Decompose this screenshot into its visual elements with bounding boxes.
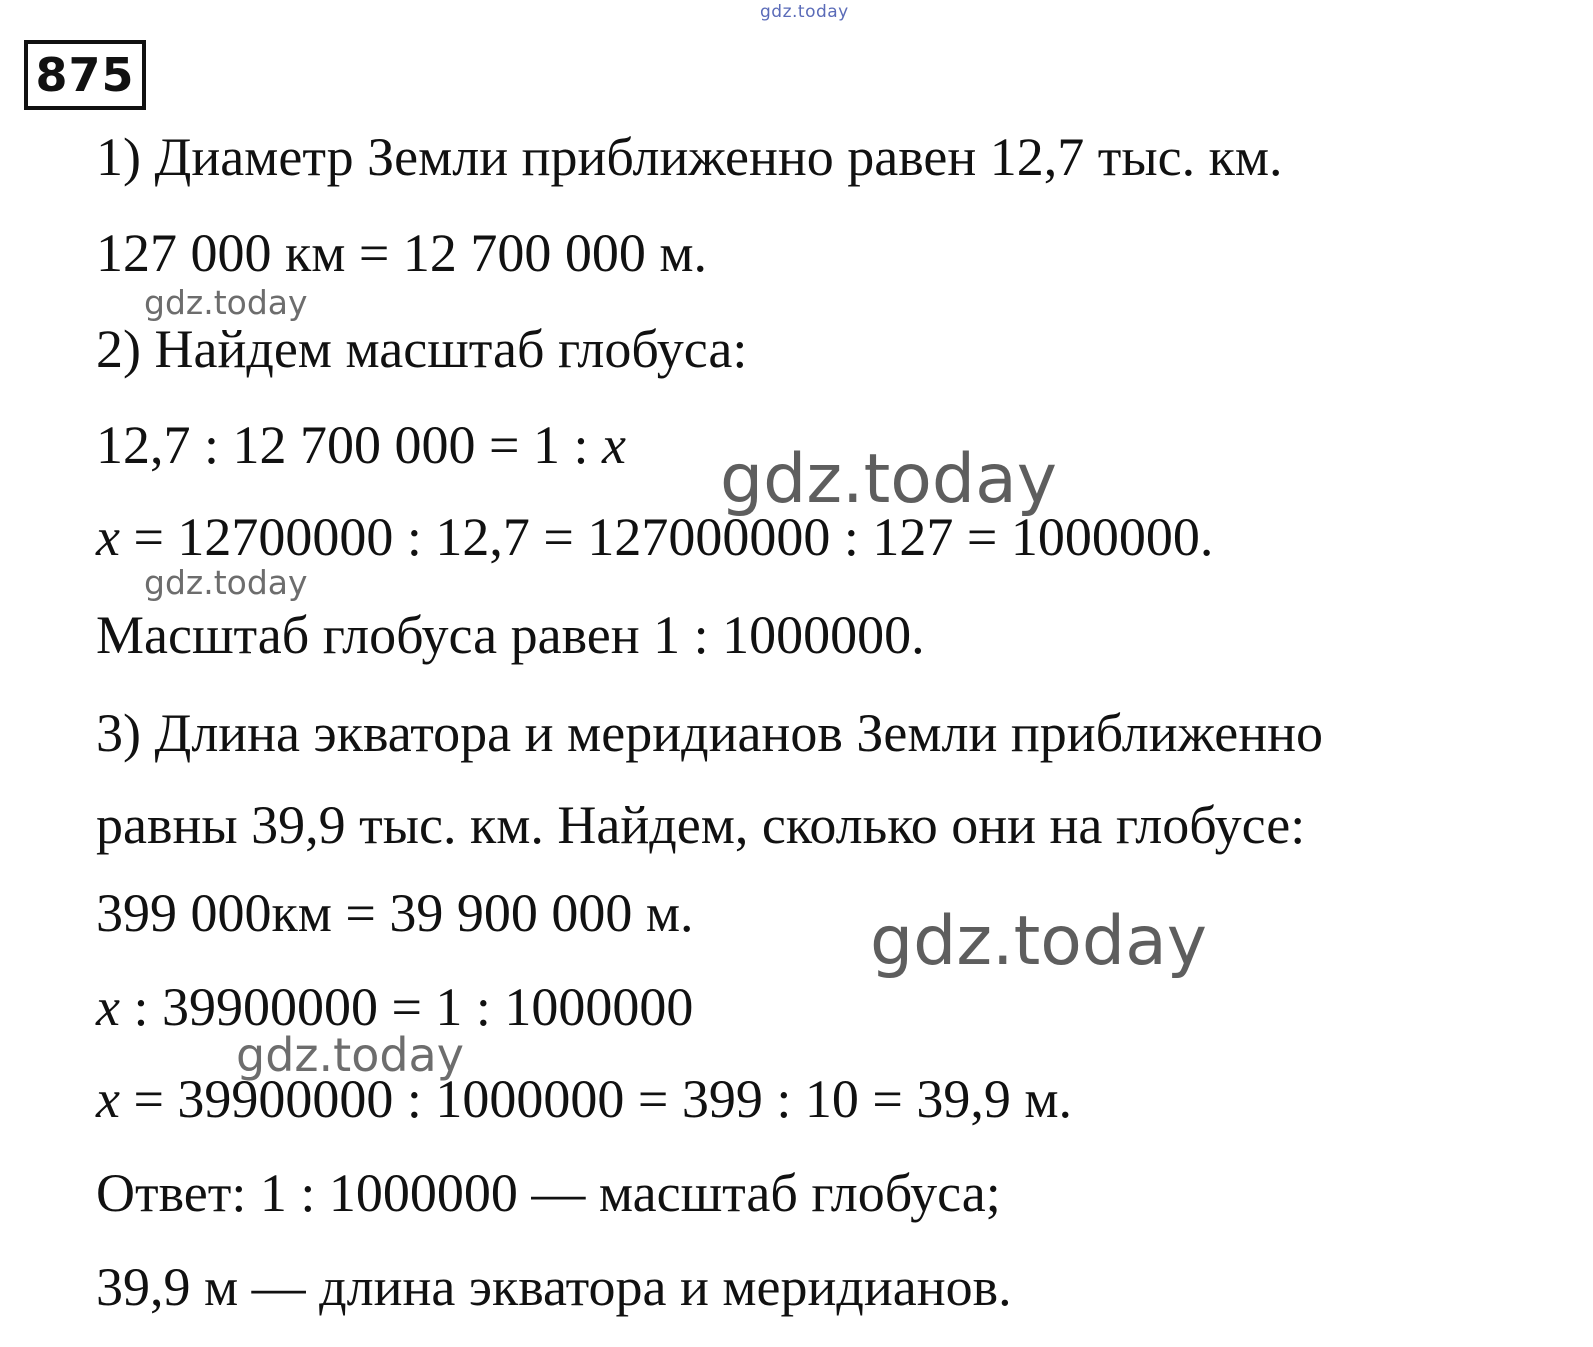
proportion-text: 12,7 : 12 700 000 = 1 : [96,415,602,475]
equation-text: = 39900000 : 1000000 = 399 : 10 = 39,9 м. [119,1069,1073,1129]
proportion-text: : 39900000 = 1 : 1000000 [119,977,694,1037]
watermark: gdz.today [236,1028,464,1082]
task-number: 875 [35,48,135,102]
variable-x: x [96,977,120,1037]
solution-line-8: равны 39,9 тыс. км. Найдем, сколько они на глобусе: [96,795,1306,855]
solution-line-9: 399 000км = 39 900 000 м. [96,883,694,943]
solution-line-6: Масштаб глобуса равен 1 : 1000000. [96,605,925,665]
watermark: gdz.today [870,902,1207,981]
solution-line-10 [96,977,694,1037]
watermark: gdz.today [144,563,308,602]
answer-line-2: 39,9 м — длина экватора и меридианов. [96,1257,1012,1317]
solution-line-4 [96,415,626,475]
variable-x: x [96,507,120,567]
watermark-top: gdz.today [760,2,849,22]
variable-x: x [601,415,626,475]
answer-line-1: Ответ: 1 : 1000000 — масштаб глобуса; [96,1163,1001,1223]
solution-line-1: 1) Диаметр Земли приближенно равен 12,7 тыс. км. [96,127,1283,187]
watermark: gdz.today [720,440,1057,519]
solution-line-2: 127 000 км = 12 700 000 м. [96,223,708,283]
equation-text: = 12700000 : 12,7 = 127000000 : 127 = 1000000. [119,507,1214,567]
variable-x: x [96,1069,120,1129]
watermark: gdz.today [144,283,308,322]
solution-line-7: 3) Длина экватора и меридианов Земли приближенно [96,703,1323,763]
task-number-box [24,40,146,110]
solution-line-3: 2) Найдем масштаб глобуса: [96,319,748,379]
